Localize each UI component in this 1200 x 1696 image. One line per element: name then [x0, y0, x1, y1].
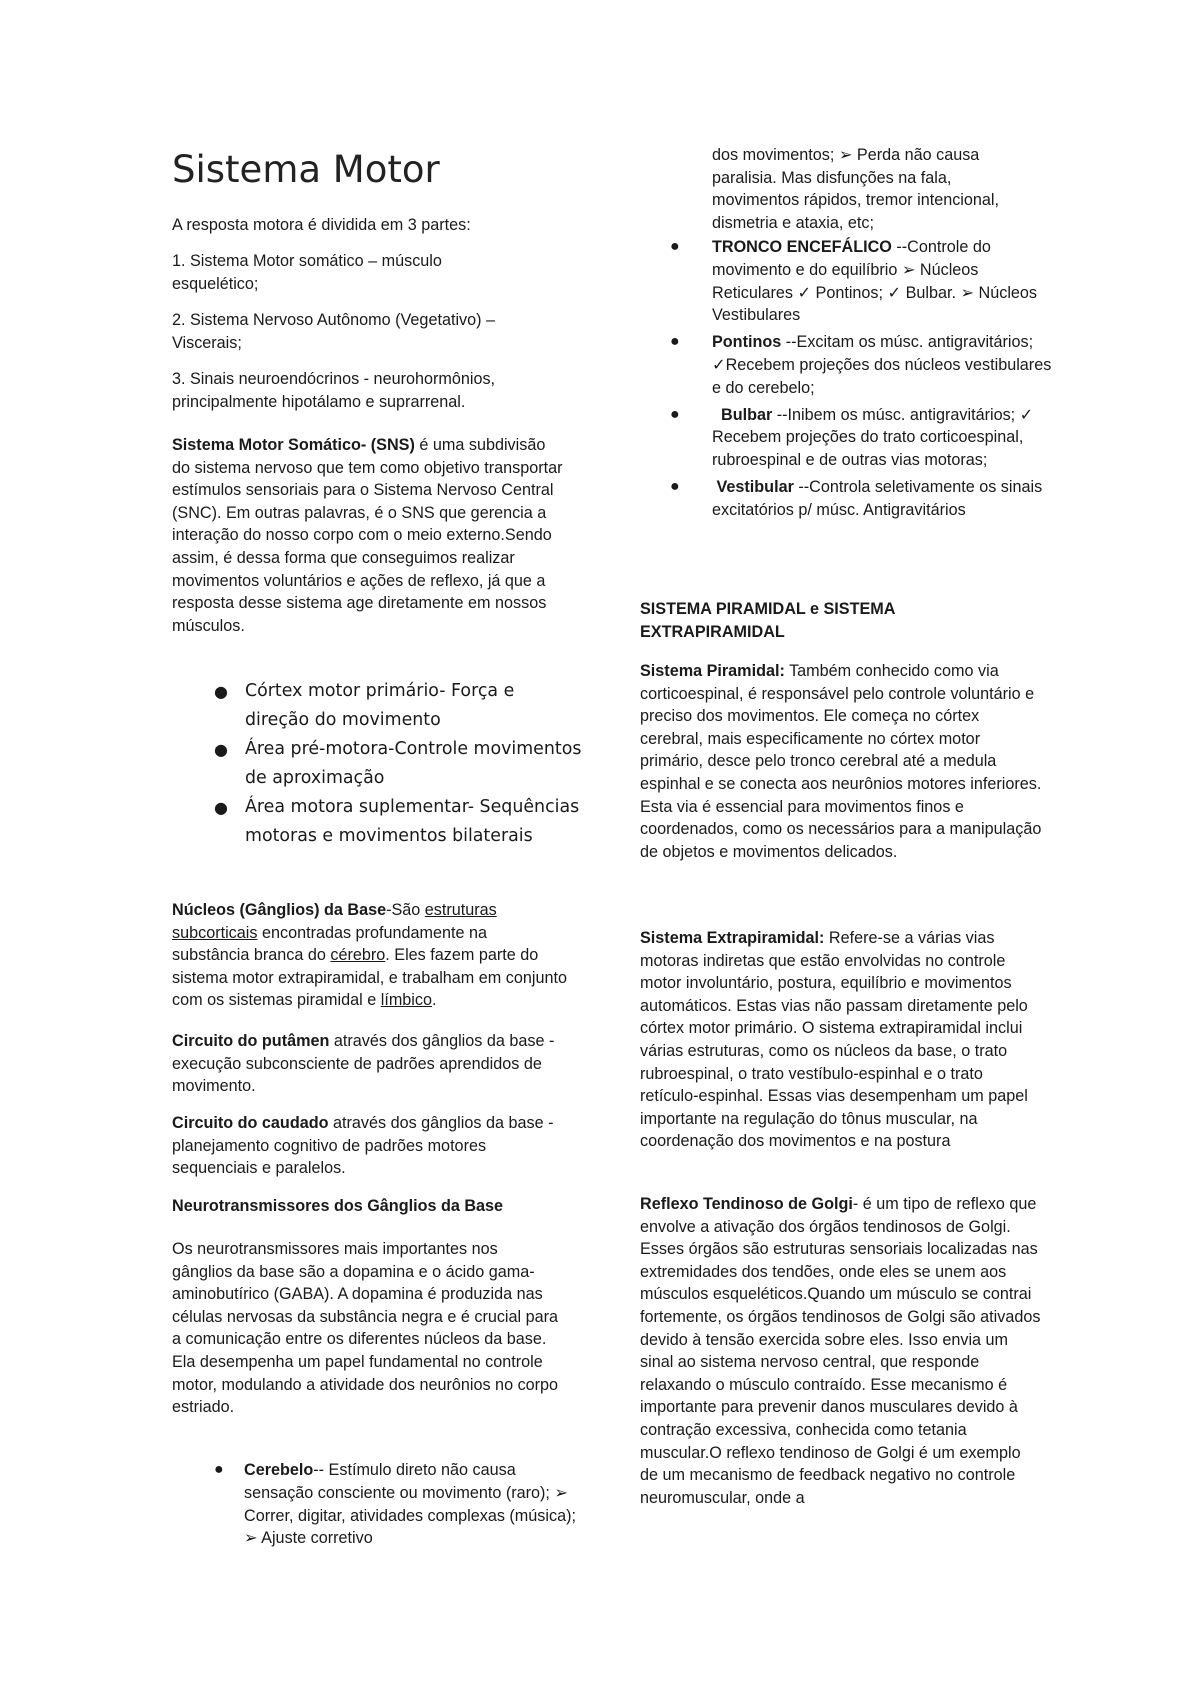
- bullet-icon: ●: [670, 405, 680, 423]
- sns-heading: Sistema Motor Somático- (SNS): [172, 436, 415, 454]
- bullet-icon: ●: [214, 740, 228, 759]
- putamen-heading: Circuito do putâmen: [172, 1032, 330, 1050]
- intro-text: A resposta motora é dividida em 3 partes:: [172, 216, 471, 234]
- extrapiramidal-paragraph: Sistema Extrapiramidal: Refere-se a várias vias motoras indiretas que estão envolvidas no controle motor involuntário, postura, equilíbrio e movimentos automáticos. Estas vias não passam diretamente pelo córtex motor primário. O sistema extrapiramidal inclui várias estruturas, como os núcleos da base, o trato rubroespinal, o trato vestíbulo-espinhal e o trato retículo-espinhal. Essas vias desempenham um papel importante na regulação do tônus muscular, na coordenação dos movimentos e na postura: [640, 929, 1028, 1151]
- page-title: Sistema Motor: [172, 148, 440, 191]
- list-item: ● Bulbar --Inibem os músc. antigravitários; ✓ Recebem projeções do trato corticoespinal, rubroespinal e de outras vias motoras;: [670, 405, 1034, 470]
- sns-text: é uma subdivisão do sistema nervoso que tem como objetivo transportar estímulos sensoriais para o Sistema Nervoso Central (SNC). Em outras palavras, é o SNS que gerencia a interação do nosso corpo com o meio externo.Sendo assim, é dessa forma que conseguimos realizar movimentos voluntários e ações de reflexo, já que a resposta desse sistema age diretamente em nossos músculos.: [172, 436, 563, 635]
- list-item: ● Vestibular --Controla seletivamente os sinais excitatórios p/ músc. Antigravitários: [670, 477, 1043, 519]
- tronco-list: [636, 236, 1056, 522]
- cerebelo-list: [172, 1459, 582, 1550]
- putamen-paragraph: Circuito do putâmen através dos gânglios da base - execução subconsciente de padrões aprendidos de movimento.: [172, 1032, 555, 1096]
- nucleos-heading: Núcleos (Gânglios) da Base: [172, 901, 387, 919]
- bullet-icon: ●: [214, 1461, 224, 1478]
- bullet-icon: ●: [214, 682, 228, 701]
- part-1-text: 1. Sistema Motor somático – músculo esquelético;: [172, 252, 442, 293]
- list-item: ● TRONCO ENCEFÁLICO --Controle do movimento e do equilíbrio ➢ Núcleos Reticulares ✓ Pontinos; ✓ Bulbar. ➢ Núcleos Vestibulares: [670, 238, 1038, 325]
- bullet-icon: ●: [670, 333, 680, 351]
- part-2-text: 2. Sistema Nervoso Autônomo (Vegetativo) – Viscerais;: [172, 311, 496, 352]
- list-item: ● Área motora suplementar- Sequências motoras e movimentos bilaterais: [172, 793, 582, 851]
- bullet-icon: ●: [670, 238, 680, 255]
- neuro-paragraph: Os neurotransmissores mais importantes nos gânglios da base são a dopamina e o ácido gama-aminobutírico (GABA). A dopamina é produzida nas células nervosas da substância negra e é crucial para a comunicação entre os diferentes núcleos da base. Ela desempenha um papel fundamental no controle motor, modulando a atividade dos neurônios no corpo estriado.: [172, 1240, 559, 1417]
- piramidal-paragraph: Sistema Piramidal: Também conhecido como via corticoespinal, é responsável pelo controle voluntário e preciso dos movimentos. Ele começa no córtex cerebral, mais especificamente no córtex motor primário, desce pelo tronco cerebral até a medula espinhal e se conecta aos neurônios motores inferiores. Esta via é essencial para movimentos finos e coordenados, como os necessários para a manipulação de objetos e movimentos delicados.: [640, 662, 1042, 861]
- neuro-heading: Neurotransmissores dos Gânglios da Base: [172, 1197, 504, 1215]
- part-3-text: 3. Sinais neuroendócrinos - neurohormônios, principalmente hipotálamo e suprarrenal.: [172, 370, 496, 411]
- link-estruturas-subcorticais[interactable]: estruturas subcorticais: [172, 901, 497, 942]
- bullet-icon: ●: [670, 477, 680, 495]
- list-item: ● Córtex motor primário- Força e direção do movimento: [172, 677, 582, 735]
- list-item: ● Área pré-motora-Controle movimentos de aproximação: [172, 735, 582, 793]
- list-item: ● Cerebelo-- Estímulo direto não causa sensação consciente ou movimento (raro); ➢ Correr, digitar, atividades complexas (música); ➢ Ajuste corretivo: [214, 1461, 576, 1548]
- piramidal-heading: SISTEMA PIRAMIDAL e SISTEMA EXTRAPIRAMIDAL: [640, 600, 895, 641]
- link-cerebro[interactable]: cérebro: [330, 946, 386, 965]
- caudado-paragraph: Circuito do caudado através dos gânglios da base - planejamento cognitivo de padrões motores sequenciais e paralelos.: [172, 1114, 554, 1178]
- link-limbico[interactable]: límbico: [380, 991, 432, 1010]
- golgi-paragraph: Reflexo Tendinoso de Golgi- é um tipo de reflexo que envolve a ativação dos órgãos tendinosos de Golgi. Esses órgãos são estruturas sensoriais localizadas nas extremidades dos tendões, onde eles se unem aos músculos esqueléticos.Quando um músculo se contrai fortemente, os órgãos tendinosos de Golgi são ativados devido à tensão exercida sobre eles. Isso envia um sinal ao sistema nervoso central, que responde relaxando o músculo contraído. Esse mecanismo é importante para prevenir danos musculares devido à contração excessiva, conhecida como tetania muscular.O reflexo tendinoso de Golgi é um exemplo de um mecanismo de feedback negativo no controle neuromuscular, onde a: [640, 1195, 1041, 1507]
- nucleos-paragraph: Núcleos (Gânglios) da Base-São estruturas subcorticais encontradas profundamente na substância branca do cérebro. Eles fazem parte do sistema motor extrapiramidal, e trabalham em conjunto com os sistemas piramidal e límbico.: [172, 901, 567, 1010]
- sns-paragraph: [172, 434, 567, 637]
- cerebelo-continuation: dos movimentos; ➢ Perda não causa paralisia. Mas disfunções na fala, movimentos rápidos, tremor intencional, dismetria e ataxia, etc;: [712, 146, 1000, 232]
- motor-areas-list: [172, 677, 582, 851]
- bullet-icon: ●: [214, 798, 228, 817]
- caudado-heading: Circuito do caudado: [172, 1114, 329, 1132]
- list-item: ● Pontinos --Excitam os músc. antigravitários; ✓Recebem projeções dos núcleos vestibulares e do cerebelo;: [670, 333, 1052, 397]
